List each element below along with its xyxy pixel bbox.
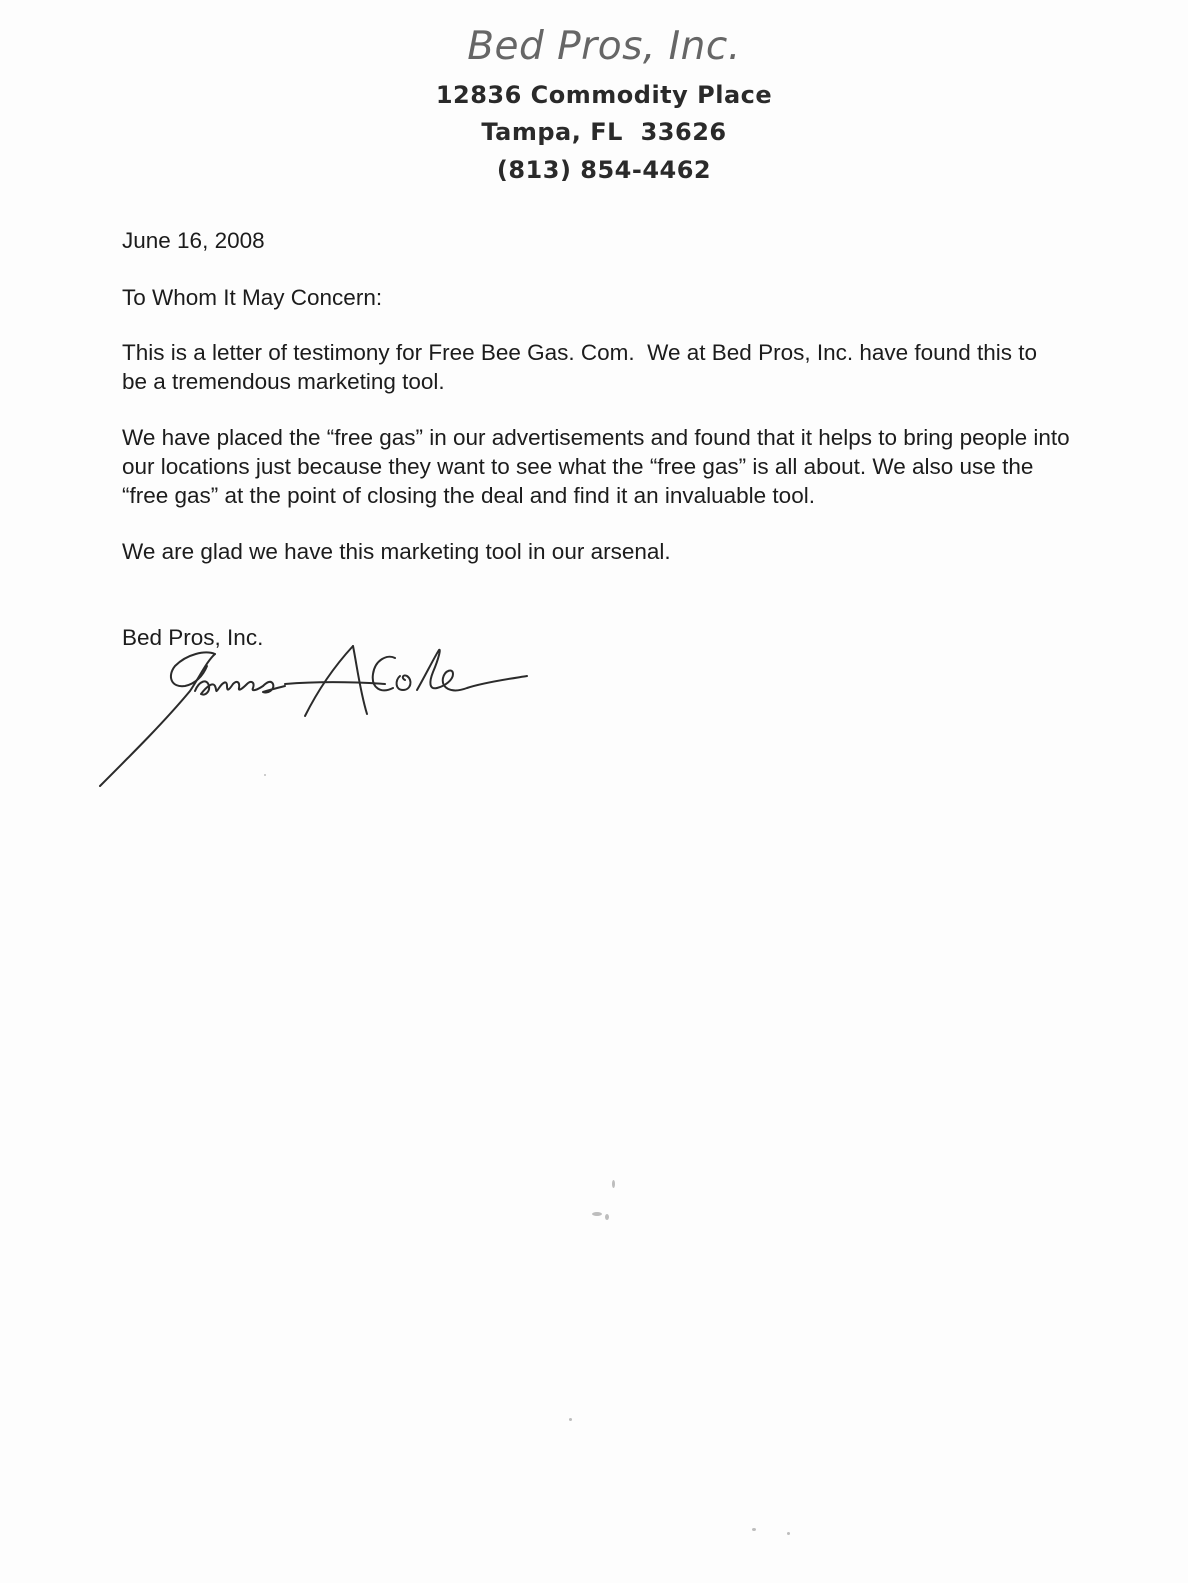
- handwritten-signature: [95, 636, 545, 796]
- letter-date: June 16, 2008: [122, 228, 265, 253]
- company-city-state-zip: Tampa, FL 33626: [481, 118, 727, 146]
- letter-closing: Bed Pros, Inc.: [122, 625, 264, 650]
- letter-paragraph-1: This is a letter of testimony for Free Bee Gas. Com. We at Bed Pros, Inc. have found this to be a tremendous marketing tool.: [122, 340, 1044, 394]
- scan-speck: [264, 774, 266, 776]
- scan-speck: [605, 1214, 609, 1220]
- company-street-address: 12836 Commodity Place: [435, 81, 773, 109]
- company-name: Bed Pros, Inc.: [467, 24, 741, 69]
- scan-speck: [569, 1418, 572, 1421]
- letter-salutation: To Whom It May Concern:: [122, 285, 383, 310]
- scan-speck: [612, 1180, 615, 1188]
- scan-speck: [592, 1212, 602, 1216]
- letter-paragraph-3: We are glad we have this marketing tool in our arsenal.: [122, 539, 671, 564]
- letter-paragraph-2: We have placed the “free gas” in our advertisements and found that it helps to bring people into our locations just because they want to see what the “free gas” is all about. We also use the “free gas” at the point of closing the deal and find it an invaluable tool.: [122, 425, 1070, 508]
- scan-speck: [787, 1532, 790, 1535]
- company-phone: (813) 854-4462: [496, 156, 712, 184]
- scan-speck: [752, 1528, 756, 1531]
